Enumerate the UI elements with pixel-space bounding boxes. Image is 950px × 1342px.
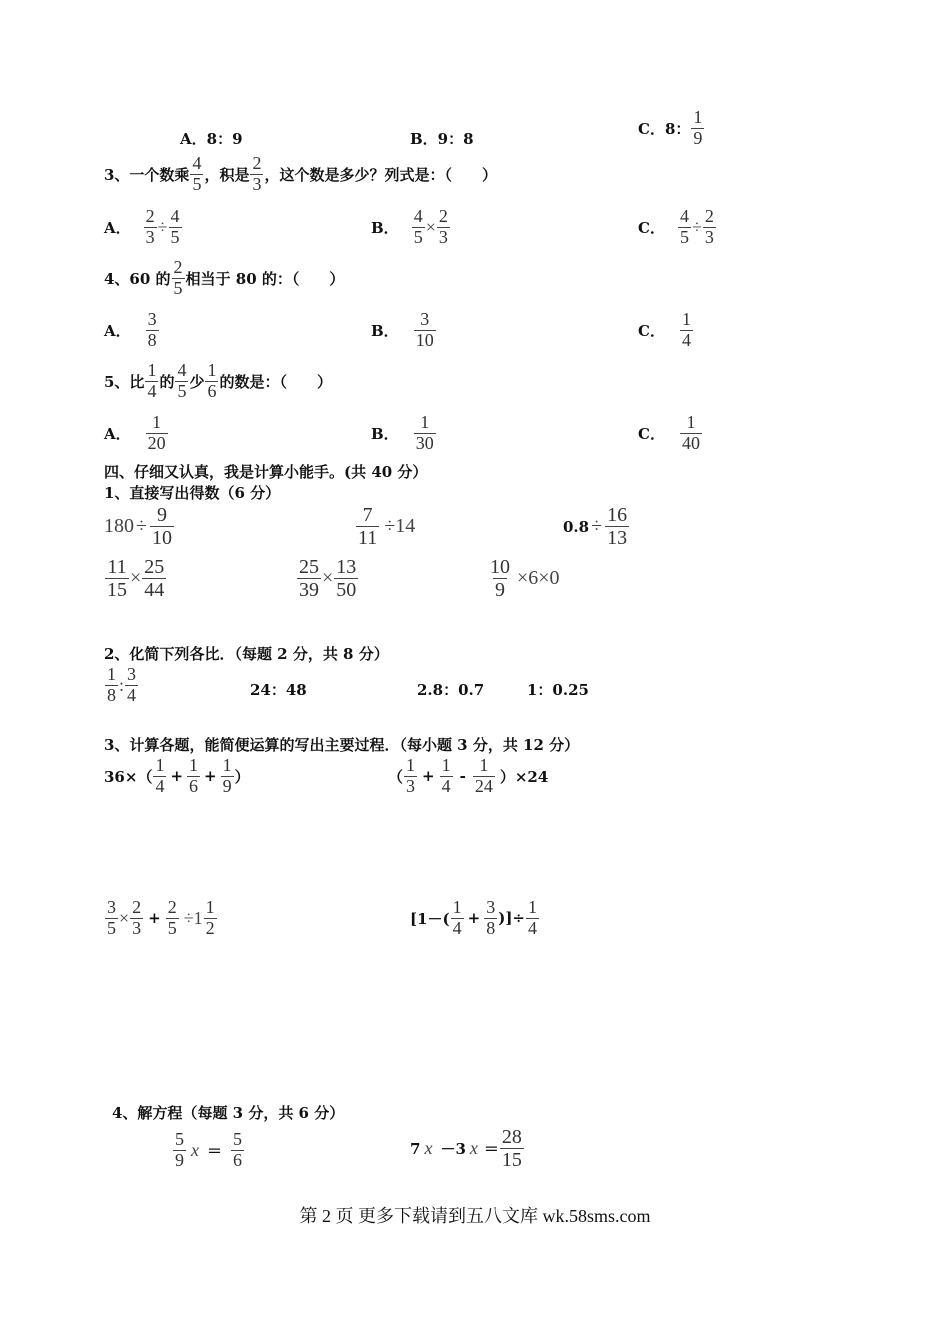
s3-problem-4: [1－( $\frac{1}{4}$ + $\frac{3}{8}$ )]÷ $\frac{1}{4}$	[410, 897, 537, 938]
q5-option-c: C． $\frac{1}{40}$	[638, 412, 700, 453]
section-title: 四、仔细又认真，我是计算小能手。(共 40 分）	[104, 463, 428, 481]
q2-option-c-prefix: C．8：	[638, 119, 691, 138]
s1-expr-6: $\frac{10}{9}$ ×6×0	[490, 556, 560, 601]
s1-expr-5: $\frac{25}{39}$ × $\frac{13}{50}$	[299, 556, 357, 601]
s2-title: 2、化简下列各比．（每题 2 分，共 8 分）	[104, 645, 389, 663]
q2-option-a: A．8：9	[180, 130, 243, 148]
q4-question: 4、60 的 $\frac{2}{5}$ 相当于 80 的：（ ）	[104, 257, 345, 298]
s1-expr-2: $\frac{7}{11}$ ÷14	[358, 504, 416, 549]
q3-question: 3、一个数乘 $\frac{4}{5}$ ，积是 $\frac{2}{3}$ ，这个数是多少？列式是：（ ）	[104, 153, 497, 194]
s3-title: 3、计算各题，能简便运算的写出主要过程．（每小题 3 分，共 12 分）	[104, 736, 580, 754]
s3-problem-3: $\frac{3}{5}$ × $\frac{2}{3}$ + $\frac{2}{5}$ ÷1 $\frac{1}{2}$	[107, 897, 215, 938]
s2-ratio-2: 24：48	[250, 681, 307, 699]
q2-option-c-fraction: $\frac{1}{9}$	[693, 107, 703, 148]
s2-ratio-1: $\frac{1}{8}$ : $\frac{3}{4}$	[107, 664, 137, 705]
q2-option-c	[638, 108, 705, 149]
q3-option-b: B． $\frac{4}{5}$ × $\frac{2}{3}$	[371, 206, 448, 247]
s1-expr-1: 180 ÷ $\frac{9}{10}$	[104, 504, 172, 549]
page-footer: 第 2 页 更多下载请到五八文库 wk.58sms.com	[299, 1206, 651, 1226]
s2-ratio-4: 1：0.25	[527, 681, 589, 699]
q5-question: 5、比 $\frac{1}{4}$ 的 $\frac{4}{5}$ 少 $\frac{1}{6}$ 的数是：（ ）	[104, 360, 332, 401]
q2-option-b: B．9：8	[410, 130, 474, 148]
q3-option-c: C． $\frac{4}{5}$ ÷ $\frac{2}{3}$	[638, 206, 714, 247]
s3-problem-2: （ $\frac{1}{3}$ + $\frac{1}{4}$ - $\frac{1}{24}$ ）×24	[388, 755, 549, 796]
q3-option-a: A． $\frac{2}{3}$ ÷ $\frac{4}{5}$	[104, 206, 180, 247]
q4-option-b: B． $\frac{3}{10}$	[371, 309, 434, 350]
q5-option-b: B． $\frac{1}{30}$	[371, 412, 434, 453]
s1-expr-3: 0.8 ÷ $\frac{16}{13}$	[563, 504, 628, 549]
s1-title: 1、直接写出得数（6 分）	[104, 484, 281, 502]
s4-equation-2: 7 x －3 x ＝ $\frac{28}{15}$	[410, 1126, 522, 1171]
s4-equation-1: $\frac{5}{9}$ x ＝ $\frac{5}{6}$	[175, 1129, 243, 1170]
s4-title: 4、解方程（每题 3 分，共 6 分）	[112, 1104, 345, 1122]
s1-expr-4: $\frac{11}{15}$ × $\frac{25}{44}$	[107, 556, 165, 601]
s3-problem-1: 36×（ $\frac{1}{4}$ + $\frac{1}{6}$ + $\frac{1}{9}$ ）	[104, 755, 250, 796]
q4-option-a: A． $\frac{3}{8}$	[104, 309, 157, 350]
q5-option-a: A． $\frac{1}{20}$	[104, 412, 166, 453]
q4-option-c: C． $\frac{1}{4}$	[638, 309, 691, 350]
s2-ratio-3: 2.8：0.7	[417, 681, 485, 699]
